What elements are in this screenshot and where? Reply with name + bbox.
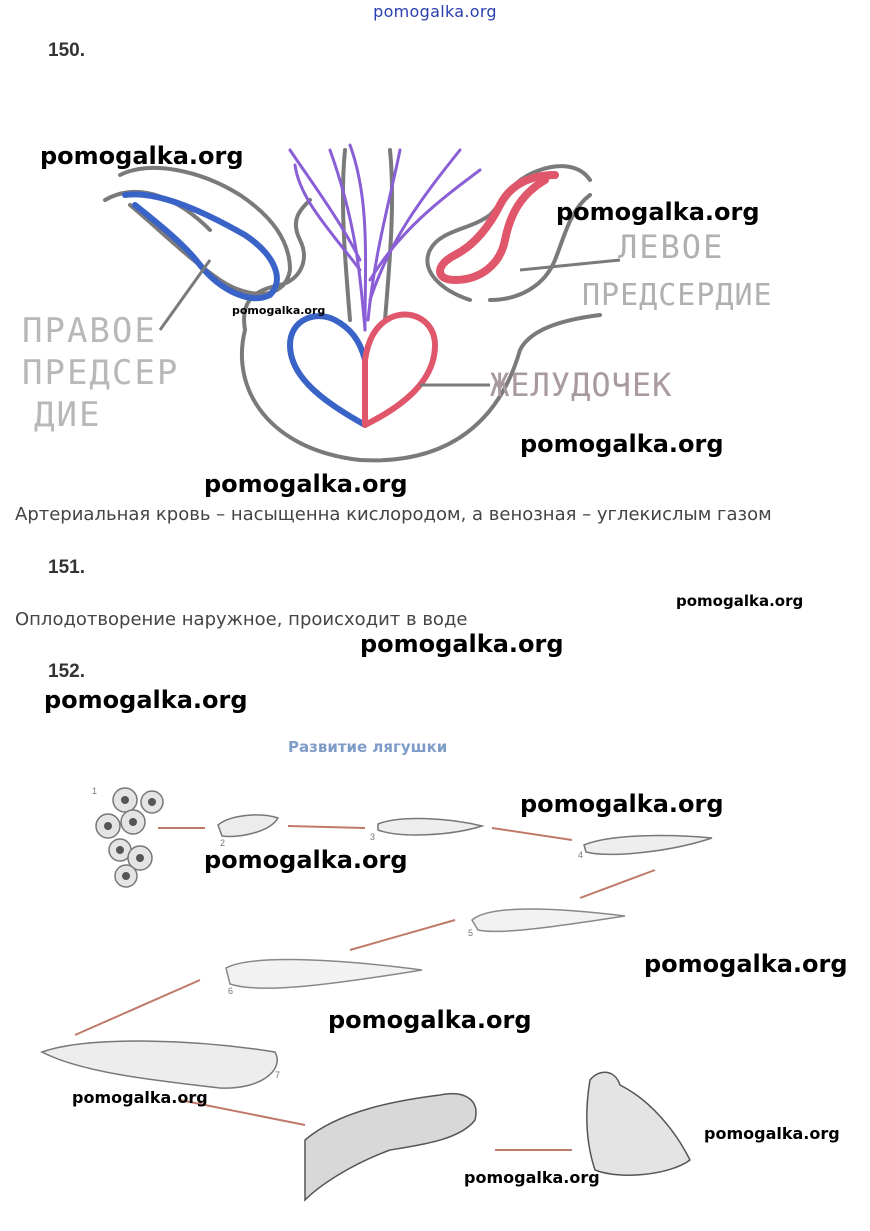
watermark: pomogalka.org	[556, 198, 760, 226]
stage-large-tadpole	[42, 1041, 277, 1088]
stage-number: 3	[370, 832, 376, 842]
watermark: pomogalka.org	[72, 1088, 208, 1107]
site-header-link[interactable]: pomogalka.org	[373, 2, 497, 21]
ventricle-label: ЖЕЛУДОЧЕК	[490, 366, 673, 404]
stage-hatchling	[378, 818, 482, 834]
watermark: pomogalka.org	[520, 790, 724, 818]
watermark: pomogalka.org	[232, 304, 326, 317]
watermark: pomogalka.org	[360, 630, 564, 658]
left-atrium-label-line2: ПРЕДСЕРДИЕ	[582, 278, 773, 313]
stage-number: 4	[578, 850, 584, 860]
stage-early-tadpole	[584, 836, 712, 855]
stage-tadpole-gills	[472, 909, 625, 931]
watermark: pomogalka.org	[676, 592, 804, 610]
stage-embryo	[218, 815, 278, 836]
task150-answer: Артериальная кровь – насыщенна кислородом, а венозная – углекислым газом	[15, 504, 772, 525]
task151-answer: Оплодотворение наружное, происходит в воде	[15, 609, 468, 630]
right-atrium-label-line2: ПРЕДСЕР	[22, 353, 180, 393]
watermark: pomogalka.org	[328, 1006, 532, 1034]
task-number-150: 150.	[48, 40, 85, 61]
stage-tadpole	[226, 960, 422, 989]
stage-adult-frog	[587, 1072, 690, 1175]
figure-title: Развитие лягушки	[288, 738, 448, 756]
right-atrium-label-line3: ДИЕ	[34, 395, 102, 435]
stage-number: 5	[468, 928, 474, 938]
left-atrium-label-line1: ЛЕВОЕ	[618, 228, 725, 266]
stage-number: 6	[228, 986, 234, 996]
watermark: pomogalka.org	[644, 950, 848, 978]
watermark: pomogalka.org	[520, 430, 724, 458]
watermark: pomogalka.org	[40, 142, 244, 170]
stage-number: 1	[92, 786, 98, 796]
watermark: pomogalka.org	[704, 1124, 840, 1143]
task-number-152: 152.	[48, 661, 85, 682]
stage-froglet	[305, 1094, 476, 1200]
watermark: pomogalka.org	[204, 846, 408, 874]
right-atrium-label-line1: ПРАВОЕ	[22, 311, 157, 351]
task-number-151: 151.	[48, 557, 85, 578]
watermark: pomogalka.org	[44, 686, 248, 714]
stage-number: 2	[220, 838, 226, 848]
watermark: pomogalka.org	[464, 1168, 600, 1187]
watermark: pomogalka.org	[204, 470, 408, 498]
stage-number: 7	[275, 1070, 281, 1080]
